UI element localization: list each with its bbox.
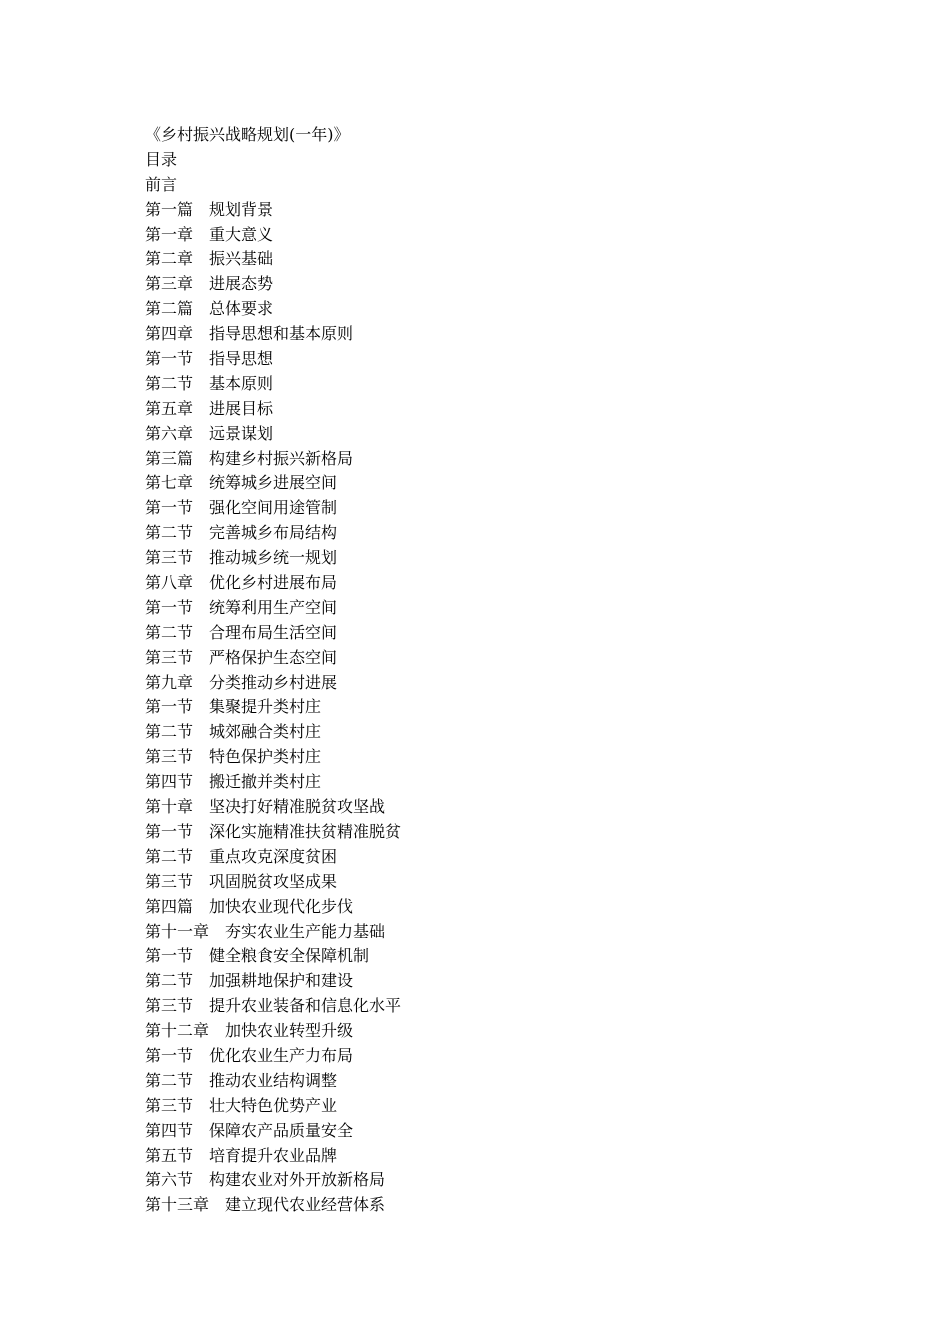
toc-line: 第一篇 规划背景 — [145, 199, 274, 219]
toc-line: 目录 — [145, 149, 178, 169]
toc-line: 第十三章 建立现代农业经营体系 — [145, 1195, 386, 1215]
toc-line: 第四章 指导思想和基本原则 — [145, 324, 354, 344]
toc-line: 第五章 进展目标 — [145, 398, 274, 418]
toc-line: 第三节 提升农业装备和信息化水平 — [145, 996, 402, 1016]
toc-line: 第四节 保障农产品质量安全 — [145, 1120, 354, 1140]
toc-line: 第一节 指导思想 — [145, 349, 274, 369]
toc-line: 第二节 基本原则 — [145, 373, 274, 393]
toc-line: 第一节 健全粮食安全保障机制 — [145, 946, 370, 966]
toc-line: 第三章 进展态势 — [145, 274, 274, 294]
toc-line: 第三篇 构建乡村振兴新格局 — [145, 448, 354, 468]
toc-line: 第二章 振兴基础 — [145, 249, 274, 269]
toc-line: 第二节 推动农业结构调整 — [145, 1070, 338, 1090]
toc-line: 第十一章 夯实农业生产能力基础 — [145, 921, 386, 941]
toc-line: 第四篇 加快农业现代化步伐 — [145, 896, 354, 916]
toc-line: 第十二章 加快农业转型升级 — [145, 1021, 354, 1041]
toc-line: 第三节 推动城乡统一规划 — [145, 548, 338, 568]
document-title: 《乡村振兴战略规划(一年)》 — [145, 125, 350, 144]
toc-line: 第二节 合理布局生活空间 — [145, 622, 338, 642]
toc-line: 前言 — [145, 174, 178, 194]
toc-line: 第二节 城郊融合类村庄 — [145, 722, 322, 742]
toc-line: 第六节 构建农业对外开放新格局 — [145, 1170, 386, 1190]
toc-line: 第九章 分类推动乡村进展 — [145, 672, 338, 692]
toc-line: 第八章 优化乡村进展布局 — [145, 573, 338, 593]
toc-line: 第一节 深化实施精准扶贫精准脱贫 — [145, 821, 402, 841]
toc-line: 第五节 培育提升农业品牌 — [145, 1145, 338, 1165]
toc-line: 第三节 巩固脱贫攻坚成果 — [145, 871, 338, 891]
toc-line: 第二节 完善城乡布局结构 — [145, 523, 338, 543]
toc-line: 第六章 远景谋划 — [145, 423, 274, 443]
toc-line: 第三节 壮大特色优势产业 — [145, 1095, 338, 1115]
toc-line: 第三节 特色保护类村庄 — [145, 747, 322, 767]
toc-line: 第十章 坚决打好精准脱贫攻坚战 — [145, 797, 386, 817]
toc-line: 第一节 统筹利用生产空间 — [145, 597, 338, 617]
toc-line: 第一节 集聚提升类村庄 — [145, 697, 322, 717]
toc-line: 第二节 加强耕地保护和建设 — [145, 971, 354, 991]
table-of-contents — [145, 123, 845, 1218]
toc-line: 第一节 优化农业生产力布局 — [145, 1045, 354, 1065]
toc-line: 第四节 搬迁撤并类村庄 — [145, 772, 322, 792]
toc-line: 第二篇 总体要求 — [145, 299, 274, 319]
toc-line: 第二节 重点攻克深度贫困 — [145, 846, 338, 866]
toc-line: 第一节 强化空间用途管制 — [145, 498, 338, 518]
toc-line: 第一章 重大意义 — [145, 224, 274, 244]
toc-line: 第三节 严格保护生态空间 — [145, 647, 338, 667]
toc-line: 第七章 统筹城乡进展空间 — [145, 473, 338, 493]
